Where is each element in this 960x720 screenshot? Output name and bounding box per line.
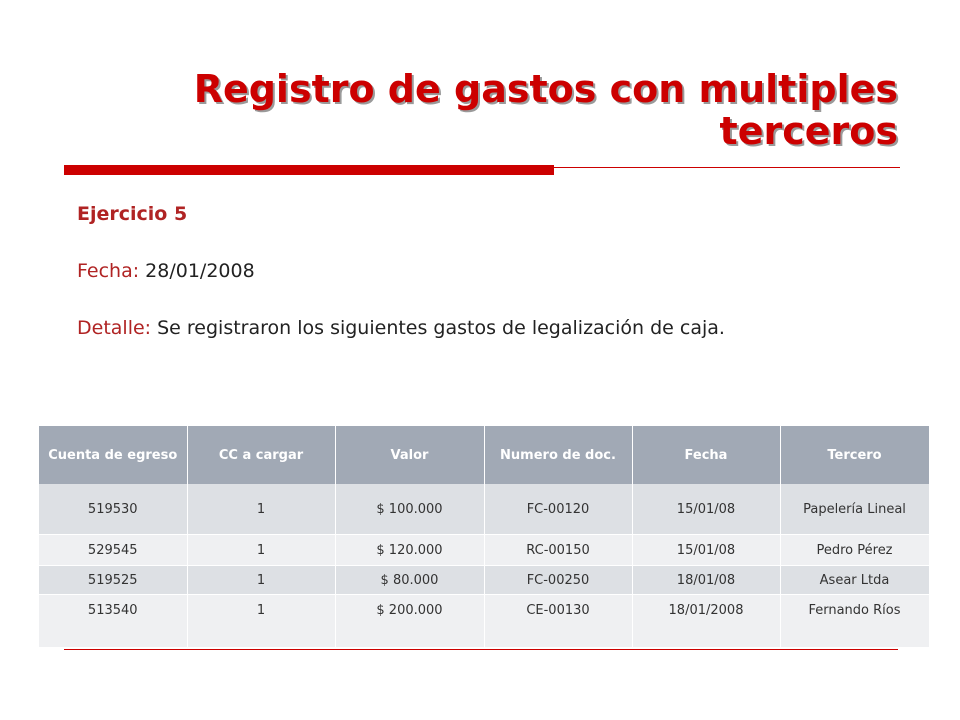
cell-valor: $ 100.000	[335, 484, 484, 535]
header-numero-de-doc: Numero de doc.	[484, 426, 632, 484]
date-label: Fecha:	[77, 260, 140, 282]
cell-fecha: 18/01/2008	[632, 595, 780, 648]
exercise-heading: Ejercicio 5	[77, 203, 188, 225]
slide-title: Registro de gastos con multiples terceros	[193, 67, 898, 153]
spacer	[77, 286, 867, 314]
title-underline-thin	[554, 167, 900, 168]
cell-documento: FC-00250	[484, 566, 632, 595]
slide-content	[77, 200, 867, 343]
cell-documento: CE-00130	[484, 595, 632, 648]
cell-valor: $ 80.000	[335, 566, 484, 595]
cell-cuenta: 529545	[39, 535, 187, 566]
cell-tercero: Pedro Pérez	[780, 535, 929, 566]
cell-cc: 1	[187, 595, 335, 648]
header-valor: Valor	[335, 426, 484, 484]
cell-cuenta: 519530	[39, 484, 187, 535]
cell-tercero: Fernando Ríos	[780, 595, 929, 648]
cell-documento: RC-00150	[484, 535, 632, 566]
cell-tercero: Papelería Lineal	[780, 484, 929, 535]
header-fecha: Fecha	[632, 426, 780, 484]
cell-documento: FC-00120	[484, 484, 632, 535]
date-value: 28/01/2008	[145, 260, 255, 282]
bottom-divider	[64, 649, 898, 650]
cell-fecha: 18/01/08	[632, 566, 780, 595]
table-row	[39, 595, 929, 648]
cell-cuenta: 513540	[39, 595, 187, 648]
date-line	[77, 257, 867, 286]
table-row	[39, 566, 929, 595]
cell-fecha: 15/01/08	[632, 484, 780, 535]
table-row	[39, 484, 929, 535]
cell-valor: $ 120.000	[335, 535, 484, 566]
cell-tercero: Asear Ltda	[780, 566, 929, 595]
header-cuenta-de-egreso: Cuenta de egreso	[39, 426, 187, 484]
spacer	[77, 229, 867, 257]
cell-cuenta: 519525	[39, 566, 187, 595]
header-tercero: Tercero	[780, 426, 929, 484]
cell-valor: $ 200.000	[335, 595, 484, 648]
cell-cc: 1	[187, 566, 335, 595]
title-underline-thick	[64, 165, 554, 175]
table-row	[39, 535, 929, 566]
cell-cc: 1	[187, 535, 335, 566]
cell-cc: 1	[187, 484, 335, 535]
header-cc-a-cargar: CC a cargar	[187, 426, 335, 484]
table-header-row	[39, 426, 929, 484]
cell-fecha: 15/01/08	[632, 535, 780, 566]
expenses-table	[39, 426, 930, 648]
detail-line	[77, 314, 867, 343]
detail-value: Se registraron los siguientes gastos de legalización de caja.	[157, 317, 725, 339]
detail-label: Detalle:	[77, 317, 152, 339]
